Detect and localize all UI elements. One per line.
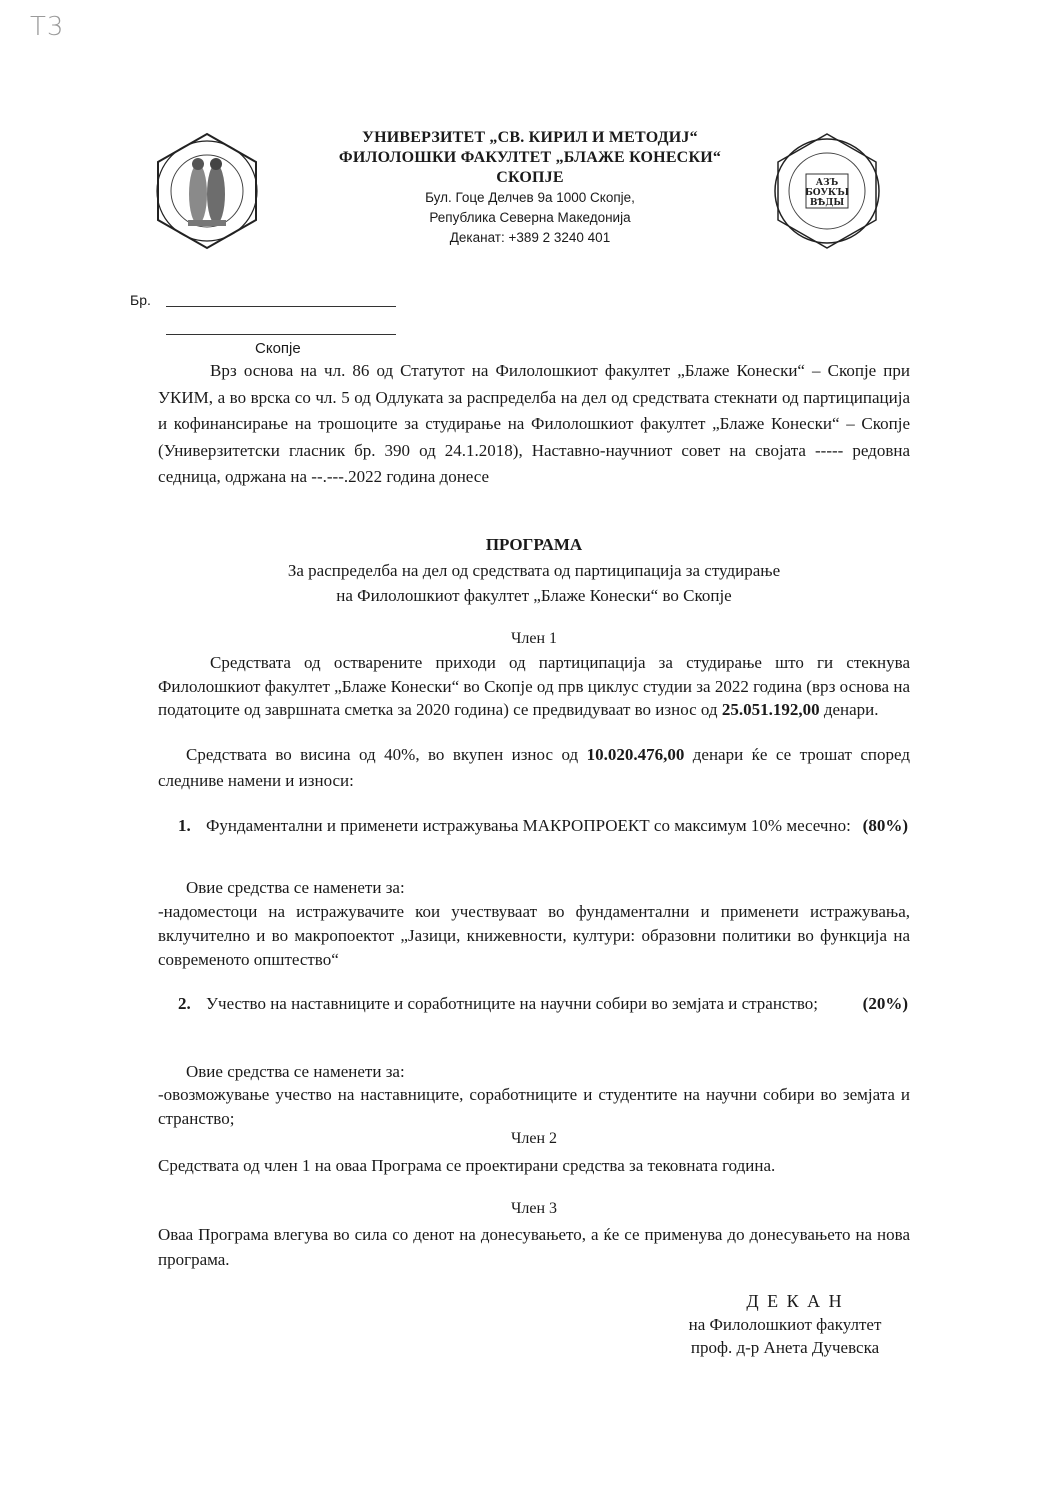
svg-text:БОУКЪІ: БОУКЪІ — [805, 188, 849, 198]
article-2-text: Средствата од член 1 на оваа Програма се проектирани средства за тековната година. — [158, 1156, 776, 1175]
document-title: ПРОГРАМА — [485, 535, 583, 554]
total-amount: 25.051.192,00 — [721, 700, 820, 719]
reference-city: Скопје — [255, 340, 301, 357]
allocated-amount: 10.020.476,00 — [586, 745, 685, 764]
handwritten-mark: T3 — [30, 12, 65, 42]
list-item-1 — [178, 814, 908, 837]
article-1-paragraph-1: Средствата од остварените приходи од партиципација за студирање што ги стекнува Филолошкиот факултет „Блаже Конески“ во Скопје од прв циклус студии за 2022 година (врз основа на податоците од завршната сметка за 2020 година) се предвидуваат во износ од 25.051.192,00 денари. — [158, 653, 910, 719]
intro-paragraph: Врз основа на чл. 86 од Статутот на Филолошкиот факултет „Блаже Конески“ – Скопје при УКИМ, а во врска со чл. 5 од Одлуката за распределба на дел од средствата стекнати од партиципација и кофинансирање на трошоците за студирање на Филолошкиот факултет „Блаже Конески“ – Скопје (Универзитетски гласник бр. 390 од 24.1.2018), Наставно-научниот совет на својата ----- редовна седница, одржана на --.---.2022 година донесе — [158, 361, 910, 486]
list-item-2-text: Учество на наставниците и соработниците на научни собири во земјата и странство; — [206, 994, 819, 1013]
item-1-purpose-description: -надоместоци на истражувачите кои учествуваат во фундаментални и применети истражувања, вклучително и во макропоектот „Јазици, книжевности, култури: образовни политики во функција на современото општество“ — [158, 902, 910, 969]
phone-line: Деканат: +389 2 3240 401 — [449, 230, 611, 245]
item-1-purpose-label: Овие средства се наменети за: — [186, 878, 405, 897]
reference-number-label: Бр. — [130, 292, 151, 308]
list-item-2-number: 2. — [178, 994, 191, 1013]
subtitle-line-2: на Филолошкиот факултет „Блаже Конески“ во Скопје — [336, 586, 732, 605]
date-line — [166, 334, 396, 335]
signature-block — [600, 1290, 910, 1359]
list-item-1-text: Фундаментални и применети истражувања МАКРОПРОЕКТ со максимум 10% месечно: — [206, 816, 851, 835]
item-2-purpose-label: Овие средства се наменети за: — [186, 1062, 405, 1081]
list-item-2-percent: (20%) — [862, 994, 908, 1013]
dean-faculty: на Филолошкиот факултет — [688, 1315, 882, 1334]
address-line-1: Бул. Гоце Делчев 9а 1000 Скопје, — [425, 190, 635, 205]
address-line-2: Република Северна Македонија — [429, 210, 631, 225]
document-subtitle — [158, 558, 910, 608]
article-3-heading: Член 3 — [510, 1200, 558, 1217]
dean-title: Д Е К А Н — [746, 1291, 844, 1311]
article-1-paragraph-2: Средствата во висина од 40%, во вкупен износ од 10.020.476,00 денари ќе се трошат според следниве намени и износи: — [158, 745, 910, 790]
faculty-seal-icon — [768, 132, 886, 250]
item-2-purpose-description: -овозможување учество на наставниците, соработниците и студентите на научни собири во земјата и странство; — [158, 1085, 910, 1128]
city-name: СКОПЈЕ — [496, 169, 564, 186]
list-item-1-percent: (80%) — [862, 816, 908, 835]
university-seal-icon — [148, 132, 266, 250]
list-item-2 — [178, 992, 908, 1015]
letterhead — [290, 128, 770, 248]
article-1-heading: Член 1 — [510, 630, 558, 647]
dean-name: проф. д-р Анета Дучевска — [690, 1338, 880, 1357]
article-3-text: Оваа Програма влегува во сила со денот на донесувањето, а ќе се применува до донесувањето на нова програма. — [158, 1225, 910, 1269]
article-2-heading: Член 2 — [510, 1130, 558, 1147]
svg-text:ВѢДЫ: ВѢДЫ — [809, 198, 845, 208]
university-name: УНИВЕРЗИТЕТ „СВ. КИРИЛ И МЕТОДИЈ“ — [362, 129, 698, 146]
subtitle-line-1: За распределба на дел од средствата од партиципација за студирање — [287, 561, 781, 580]
reference-number-line — [166, 306, 396, 307]
svg-text:АЗЪ: АЗЪ — [815, 178, 839, 188]
faculty-name: ФИЛОЛОШКИ ФАКУЛТЕТ „БЛАЖЕ КОНЕСКИ“ — [338, 149, 722, 166]
list-item-1-number: 1. — [178, 816, 191, 835]
